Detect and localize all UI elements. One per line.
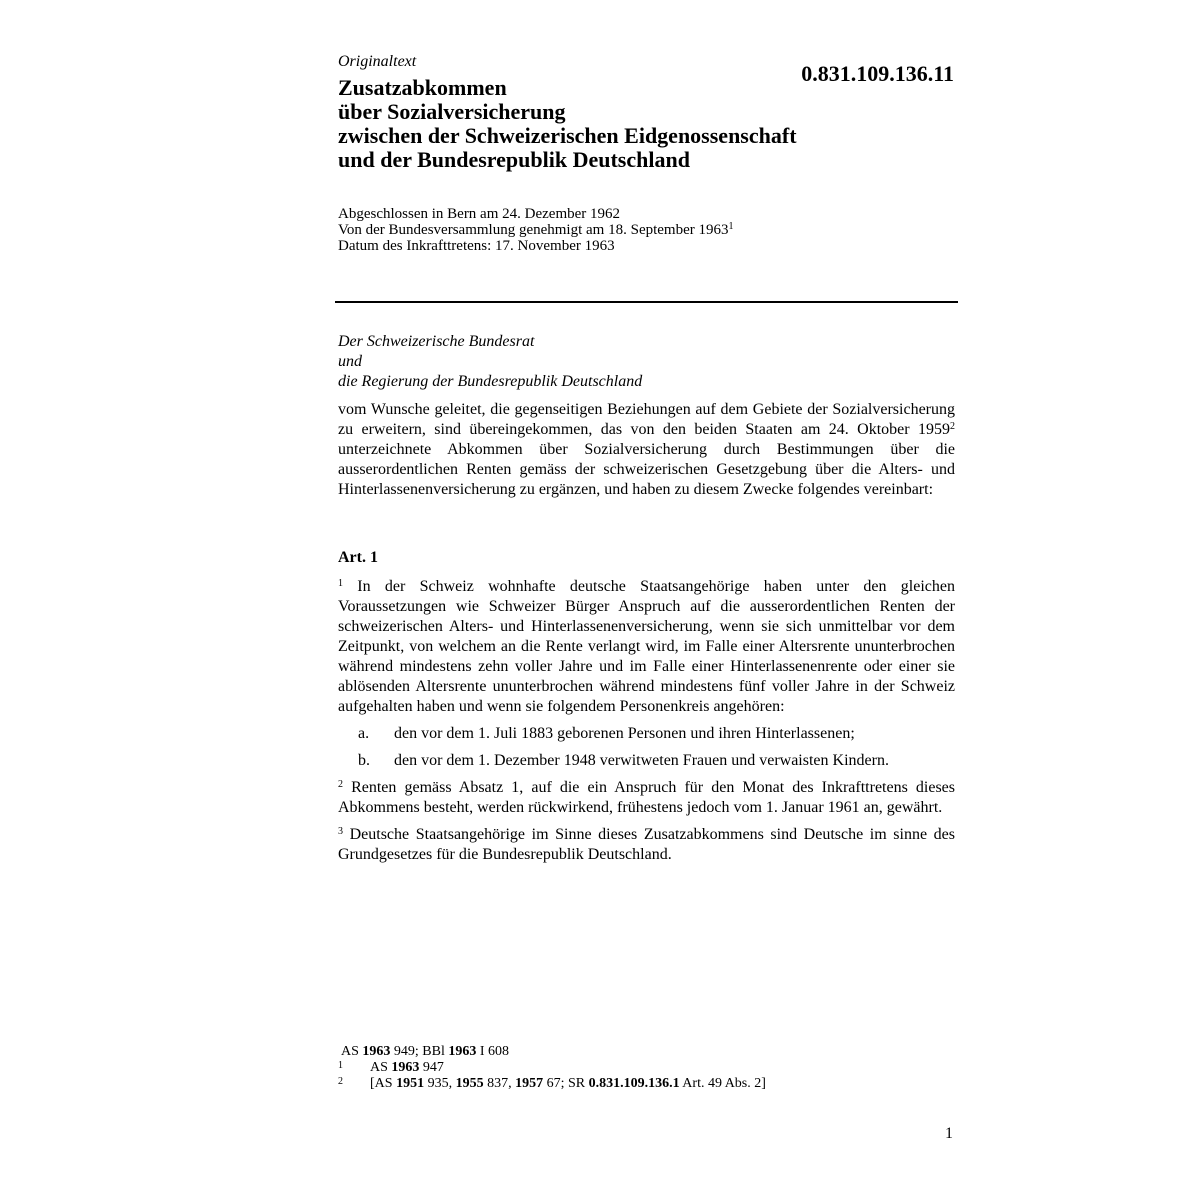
sr-number: 0.831.109.136.11 [801,61,954,86]
list-item [338,751,955,771]
approval-date: Von der Bundesversammlung genehmigt am 18. September 1963$^1$ [338,221,734,238]
document-metadata [338,206,734,254]
document-title [338,76,958,172]
footnote-text: AS 1963 947 [370,1060,444,1075]
source-reference: AS 1963 949; BBl 1963 I 608 [341,1044,510,1059]
horizontal-rule [335,301,958,303]
list-item-text: den vor dem 1. Dezember 1948 verwitweten Frauen und verwaisten Kindern. [394,752,889,769]
party-conjunction: und [338,353,362,370]
concluded-date: Abgeschlossen in Bern am 24. Dezember 1962 [338,206,621,222]
footnote-number: 1 [338,1060,343,1071]
paragraph-3: $^3$ Deutsche Staatsangehörige im Sinne dieses Zusatzabkommens sind Deutsche im sinne des Grundgesetzes für die Bundesrepublik Deutschland. [338,826,955,863]
paragraph-1: $^1$ In der Schweiz wohnhafte deutsche Staatsangehörige haben unter den gleichen Voraussetzungen wie Schweizer Bürger Anspruch auf die ausserordentlichen Renten der schweizerischen Alters- und Hinterlassenenversicherung, wenn sie sich unmittelbar vor dem Zeitpunkt, von welchem an die Rente verlangt wird, im Falle einer Altersrente ununterbrochen während mindestens zehn voller Jahre und im Falle einer Hinterlassenenrente oder einer sie ablösenden Altersrente ununterbrochen während mindestens fünf voller Jahre in der Schweiz aufgehalten haben und wenn sie folgendem Personenkreis angehören: [338,578,955,715]
title-line: und der Bundesrepublik Deutschland [338,147,690,172]
list-item-letter: b. [358,752,370,769]
preamble: vom Wunsche geleitet, die gegenseitigen Beziehungen auf dem Gebiete der Sozialversicherung zu erweitern, sind übereingekommen, das von den beiden Staaten am 24. Oktober 1959$^2$ unterzeichnete Abkommen über Sozialversicherung durch Bestimmungen über die ausserordentlichen Renten gemäss der schweizerischen Gesetzgebung über die Alters- und Hinterlassenenversicherung zu ergänzen, und haben zu diesem Zwecke folgendes vereinbart: [338,401,955,498]
list-item-text: den vor dem 1. Juli 1883 geborenen Personen und ihren Hinterlassenen; [394,725,855,742]
list-item-letter: a. [358,725,370,742]
originaltext-label: Originaltext [338,53,417,70]
footnote-number: 2 [338,1076,343,1087]
paragraph-number: 2 [338,779,343,790]
contracting-parties [338,332,642,392]
footnotes [338,1044,766,1092]
paragraph-2: $^2$ Renten gemäss Absatz 1, auf die ein Anspruch für den Monat des Inkrafttretens dieses Abkommens besteht, werden rückwirkend, frühestens jedoch vom 1. Januar 1961 an, gewährt. [338,779,955,816]
list-item [338,724,955,744]
party-swiss: Der Schweizerische Bundesrat [338,333,535,350]
entry-into-force-date: Datum des Inkrafttretens: 17. November 1963 [338,238,615,254]
footnote-1 [338,1060,766,1076]
title-line: Zusatzabkommen [338,75,507,100]
article-body [338,577,955,872]
party-germany: die Regierung der Bundesrepublik Deutschland [338,373,643,390]
page-number: 1 [945,1125,953,1142]
footnote-2 [338,1076,766,1092]
footnote-ref[interactable]: 1 [728,221,734,232]
article-heading: Art. 1 [338,549,378,566]
paragraph-number: 3 [338,826,343,837]
title-line: zwischen der Schweizerischen Eidgenossenschaft [338,123,797,148]
title-line: über Sozialversicherung [338,99,566,124]
paragraph-number: 1 [338,578,343,589]
footnote-text: [AS 1951 935, 1955 837, 1957 67; SR 0.831.109.136.1 Art. 49 Abs. 2] [370,1076,766,1091]
footnote-ref[interactable]: 2 [950,421,955,432]
